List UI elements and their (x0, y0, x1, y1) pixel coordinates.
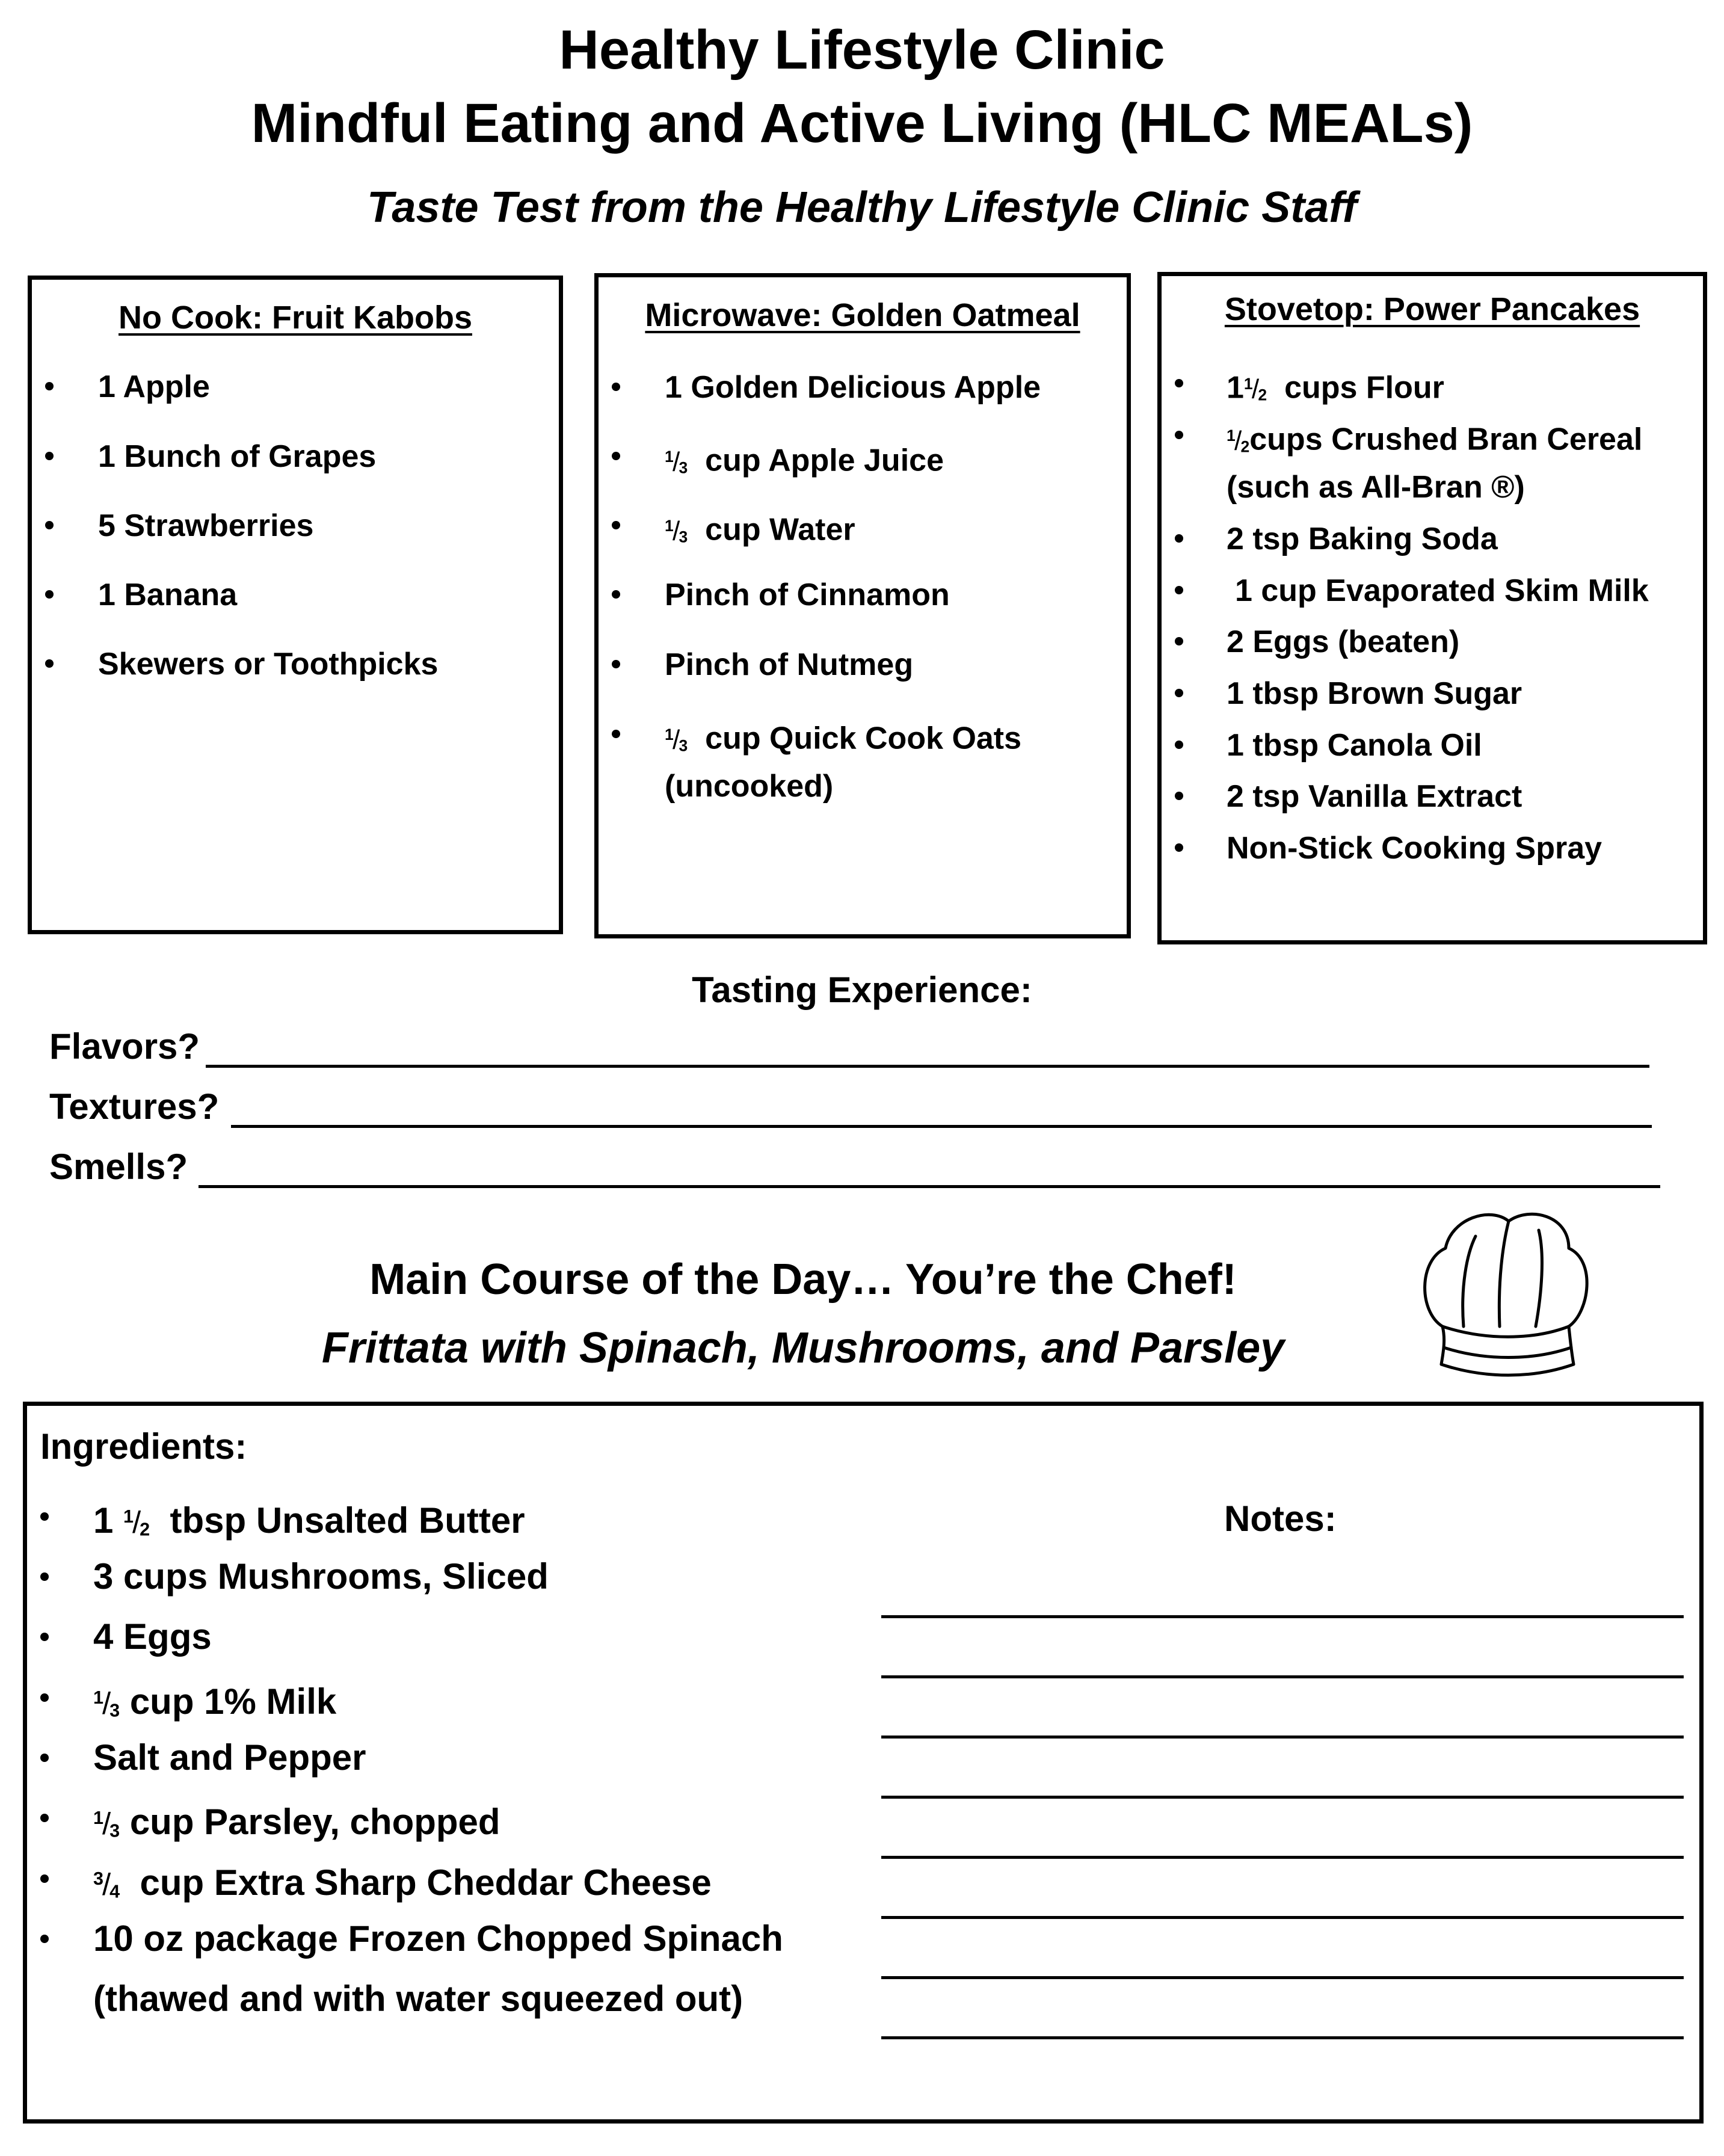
page-subtitle-program: Mindful Eating and Active Living (HLC MEALs) (251, 93, 1473, 154)
ingredient-item: $^1/_3$ cup Apple Juice (665, 437, 944, 487)
ingredient-item: 2 tsp Vanilla Extract (1227, 779, 1522, 814)
ingredient-item: 2 Eggs (beaten) (1227, 624, 1460, 659)
ingredient-item: 5 Strawberries (98, 508, 314, 543)
bullet-icon (612, 730, 620, 738)
bullet-icon (40, 1512, 49, 1521)
bullet-icon (40, 1693, 49, 1702)
ingredient-item: Pinch of Nutmeg (665, 647, 914, 682)
chef-hat-icon (1418, 1203, 1593, 1384)
recipe-title: No Cook: Fruit Kabobs (119, 300, 472, 336)
ingredient-item: 3 cups Mushrooms, Sliced (93, 1556, 549, 1597)
fraction-one-third: $^1/_3$ (93, 1686, 120, 1721)
ingredient-item: 1 Banana (98, 578, 238, 612)
page-title: Healthy Lifestyle Clinic (559, 19, 1165, 81)
ingredient-item-continued: (thawed and with water squeezed out) (93, 1979, 743, 2019)
ingredient-item: 1 Golden Delicious Apple (665, 370, 1041, 405)
fraction-three-quarters: $^3/_4$ (93, 1867, 120, 1902)
bullet-icon (45, 452, 54, 460)
main-course-dish: Frittata with Spinach, Mushrooms, and Parsley (321, 1324, 1285, 1372)
notes-line[interactable] (881, 1796, 1684, 1799)
bullet-icon (1175, 534, 1183, 543)
recipe-title: Stovetop: Power Pancakes (1224, 291, 1640, 327)
bullet-icon (40, 1874, 49, 1883)
ingredient-item: 1 Apple (98, 369, 210, 404)
notes-label: Notes: (1224, 1498, 1337, 1539)
ingredient-item: $^1/_3$ cup 1% Milk (93, 1675, 336, 1733)
bullet-icon (40, 1754, 49, 1762)
bullet-icon (45, 659, 54, 668)
fraction-one-third: $^1/_3$ (93, 1806, 120, 1841)
ingredient-item: 1 $^1/_2$ tbsp Unsalted Butter (93, 1494, 525, 1552)
ingredient-item: $^1/_2cups$ Crushed Bran Cereal (1227, 416, 1642, 466)
answer-line-smells[interactable] (199, 1185, 1660, 1188)
notes-line[interactable] (881, 1976, 1684, 1979)
bullet-icon (40, 1572, 49, 1581)
bullet-icon (45, 590, 54, 599)
notes-line[interactable] (881, 1675, 1684, 1678)
fraction-one-half: $^1/_2$ (1243, 374, 1267, 404)
recipe-card-power-pancakes (1157, 272, 1707, 944)
bullet-icon (1175, 792, 1183, 800)
ingredient-item: 4 Eggs (93, 1616, 212, 1657)
bullet-icon (40, 1935, 49, 1943)
notes-line[interactable] (881, 2036, 1684, 2039)
ingredient-item: 2 tsp Baking Soda (1227, 522, 1498, 556)
ingredient-item: $1^1/_2$ cups Flour (1227, 365, 1444, 414)
ingredients-label: Ingredients: (40, 1426, 247, 1467)
bullet-icon (1175, 586, 1183, 594)
bullet-icon (1175, 741, 1183, 749)
bullet-icon (1175, 637, 1183, 645)
ingredient-item: 1 tbsp Canola Oil (1227, 728, 1482, 763)
bullet-icon (45, 382, 54, 390)
question-smells: Smells? (49, 1147, 188, 1187)
bullet-icon (45, 521, 54, 529)
bullet-icon (1175, 379, 1183, 387)
ingredient-item-continued: (uncooked) (665, 769, 834, 804)
recipe-card-fruit-kabobs (28, 276, 563, 934)
ingredient-item: $^1/_3$ cup Water (665, 507, 855, 556)
ingredient-item: Pinch of Cinnamon (665, 578, 950, 612)
bullet-icon (612, 383, 620, 391)
bullet-icon (1175, 431, 1183, 439)
ingredient-item: 1 tbsp Brown Sugar (1227, 676, 1522, 711)
notes-line[interactable] (881, 1736, 1684, 1739)
bullet-icon (612, 521, 620, 529)
ingredient-item: $^1/_3$ cup Parsley, chopped (93, 1795, 500, 1853)
bullet-icon (40, 1633, 49, 1641)
ingredient-item: 1 Bunch of Grapes (98, 439, 377, 474)
ingredient-item: $^3/_4$ cup Extra Sharp Cheddar Cheese (93, 1856, 712, 1914)
bullet-icon (612, 660, 620, 668)
tasting-section-title: Tasting Experience: (692, 970, 1032, 1010)
main-course-title: Main Course of the Day… You’re the Chef! (369, 1255, 1237, 1304)
question-flavors: Flavors? (49, 1026, 200, 1067)
recipe-title: Microwave: Golden Oatmeal (645, 297, 1080, 333)
notes-line[interactable] (881, 1856, 1684, 1859)
ingredient-item: Salt and Pepper (93, 1737, 366, 1778)
recipe-card-golden-oatmeal (594, 273, 1131, 938)
question-textures: Textures? (49, 1086, 220, 1127)
ingredient-item-continued: (such as All-Bran ®) (1227, 470, 1525, 505)
main-course-card (23, 1402, 1704, 2124)
ingredient-item: 10 oz package Frozen Chopped Spinach (93, 1918, 783, 1959)
answer-line-textures[interactable] (231, 1125, 1652, 1128)
notes-line[interactable] (881, 1615, 1684, 1618)
bullet-icon (40, 1814, 49, 1822)
page-tagline: Taste Test from the Healthy Lifestyle Clinic Staff (367, 183, 1357, 232)
fraction-one-half: $^1/_2$ (123, 1505, 150, 1540)
bullet-icon (1175, 689, 1183, 697)
fraction-one-third: $^1/_3$ (665, 516, 688, 546)
ingredient-item: 1 cup Evaporated Skim Milk (1235, 573, 1649, 608)
bullet-icon (612, 590, 620, 599)
fraction-one-half: $^1/_2$ (1227, 426, 1250, 456)
notes-line[interactable] (881, 1916, 1684, 1919)
fraction-one-third: $^1/_3$ (665, 725, 688, 755)
bullet-icon (612, 452, 620, 460)
ingredient-item: Skewers or Toothpicks (98, 647, 439, 682)
fraction-one-third: $^1/_3$ (665, 447, 688, 477)
ingredient-item: $^1/_3$ cup Quick Cook Oats (665, 715, 1021, 765)
ingredient-item: Non-Stick Cooking Spray (1227, 831, 1602, 866)
bullet-icon (1175, 843, 1183, 852)
answer-line-flavors[interactable] (206, 1065, 1649, 1068)
